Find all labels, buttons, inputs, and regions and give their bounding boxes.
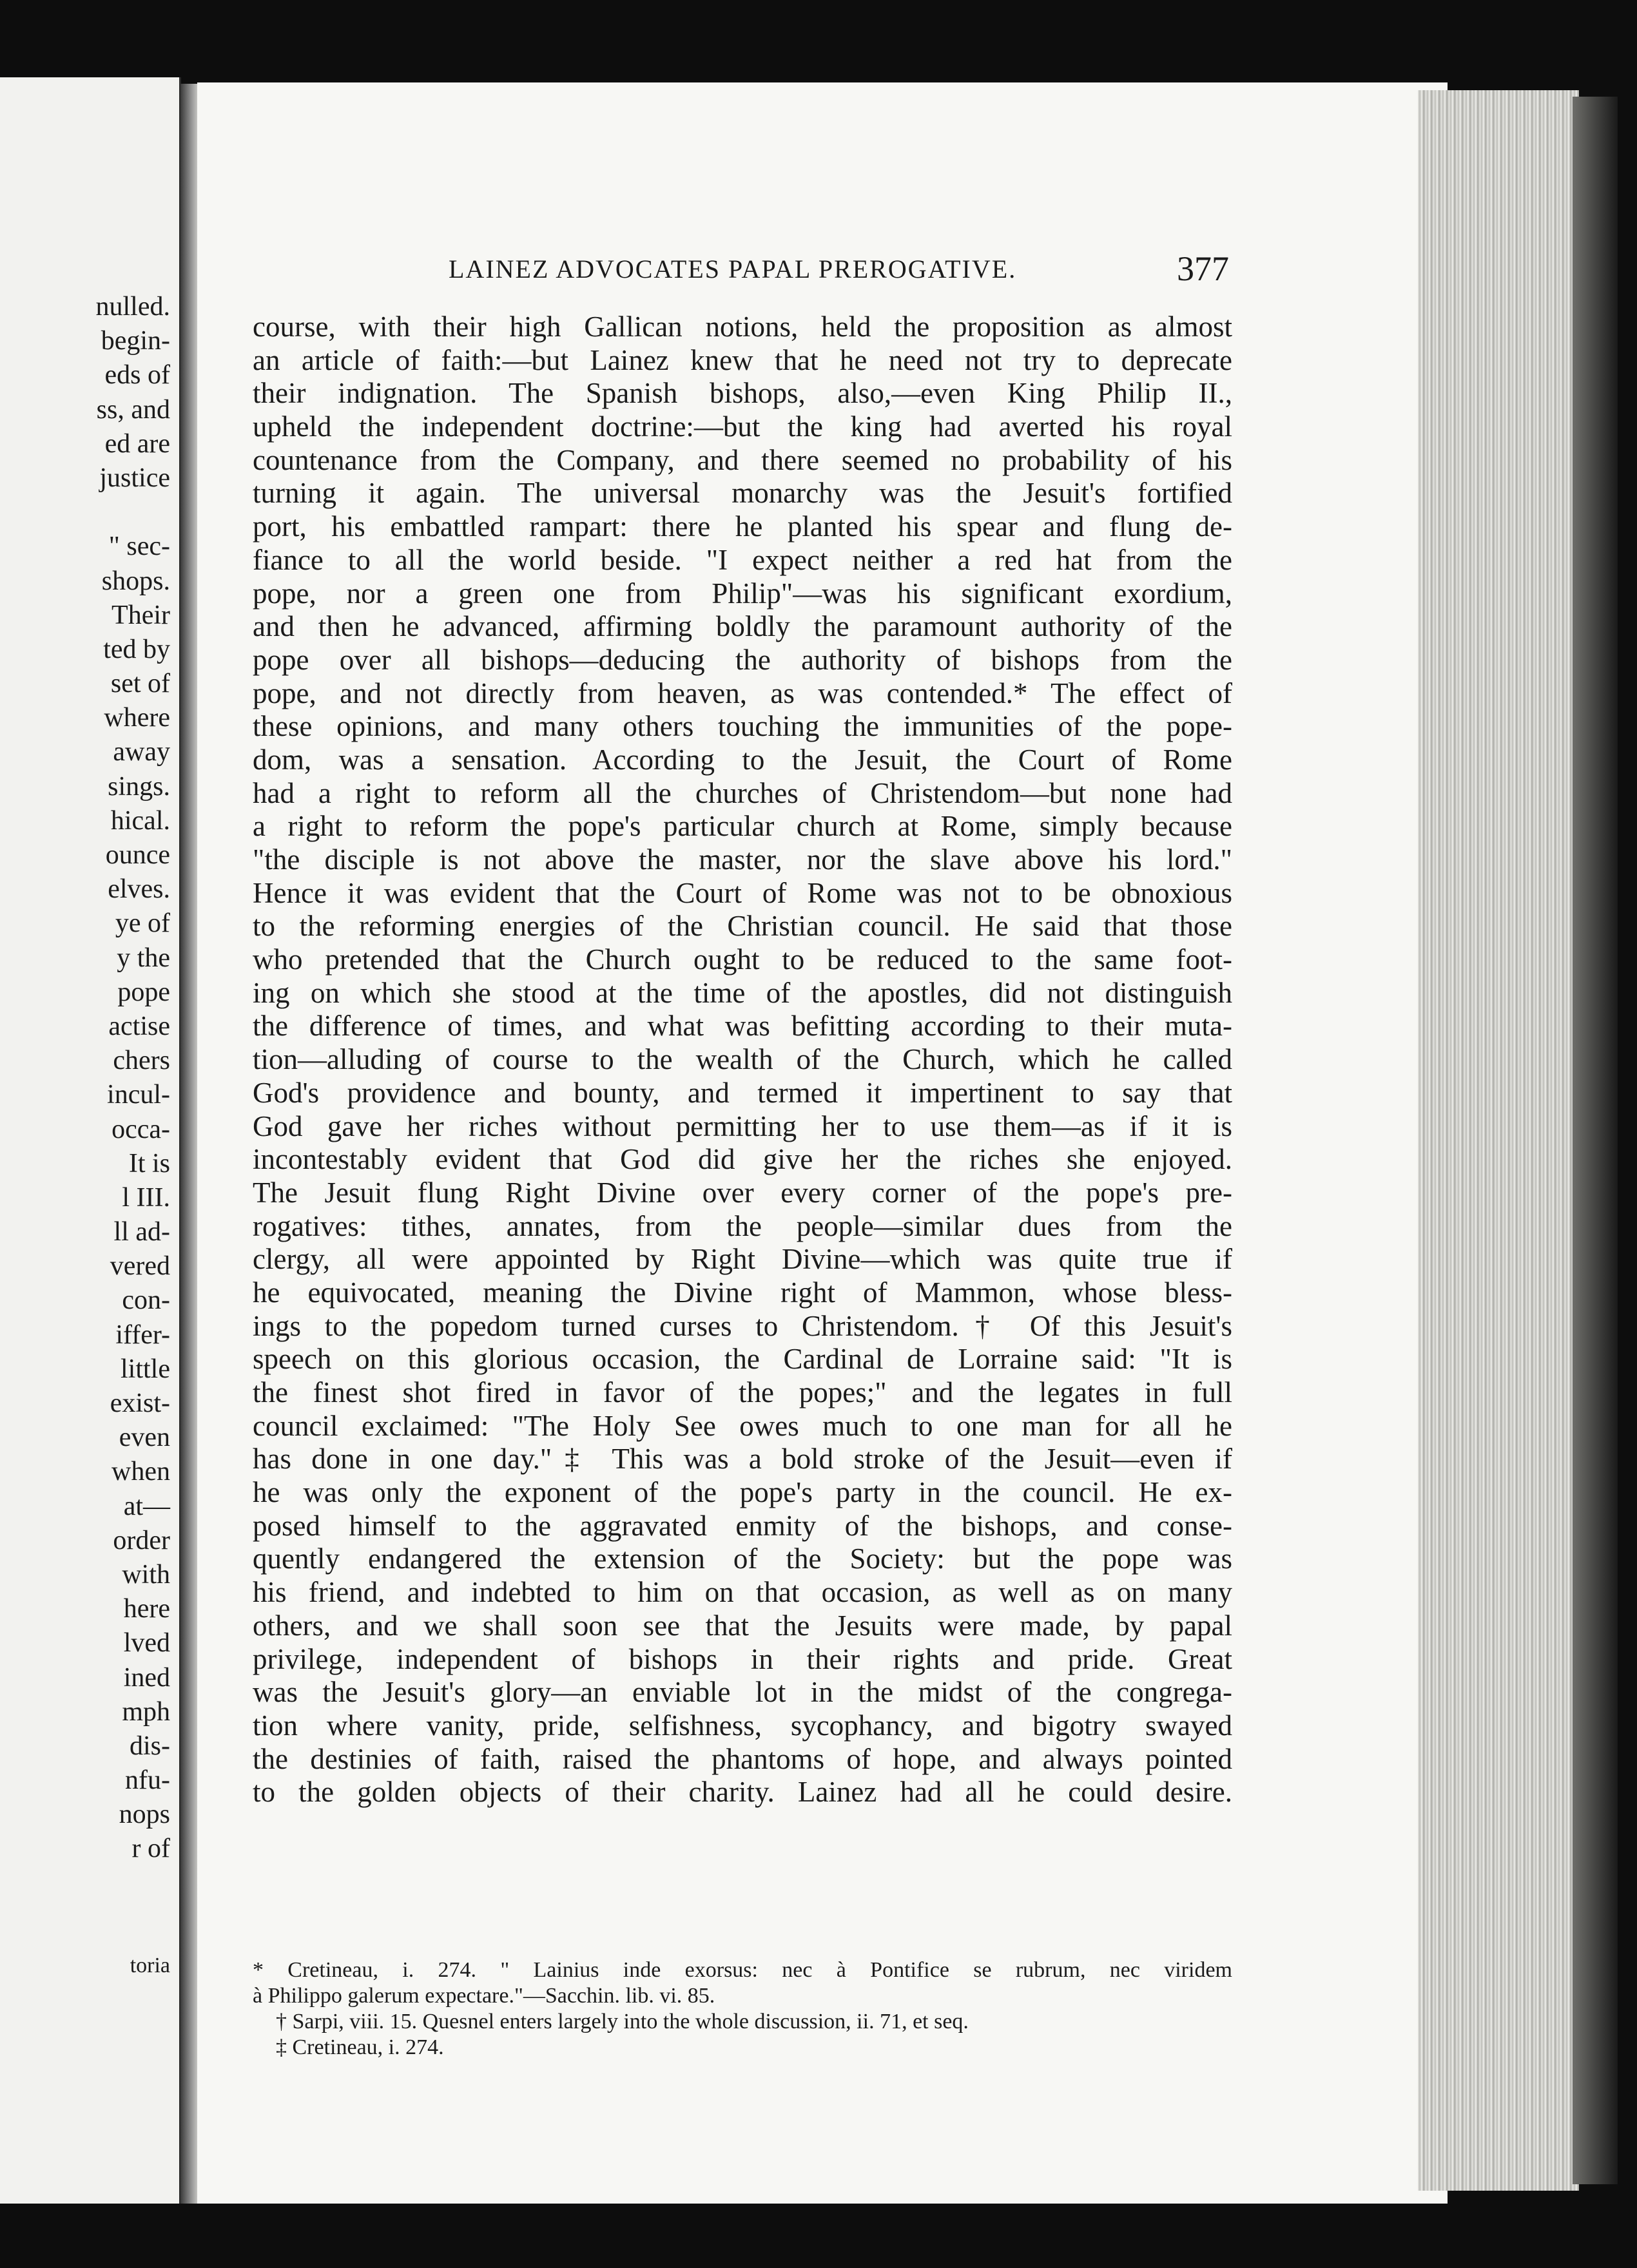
- footnote-star-line-1: * Cretineau, i. 274. " Lainius inde exorsus: nec à Pontifice se rubrum, nec viridem: [253, 1958, 1232, 1982]
- body-line: these opinions, and many others touching the immunities of the pope-: [253, 710, 1232, 743]
- left-page-fragment: set of: [110, 669, 170, 699]
- left-page-text-fragments: [96, 290, 170, 1867]
- body-line: has done in one day."‡ This was a bold stroke of the Jesuit—even if: [253, 1443, 1232, 1475]
- left-page-fragment: begin-: [101, 326, 170, 356]
- left-page-fragment: actise: [108, 1011, 170, 1041]
- body-line: clergy, all were appointed by Right Divine—which was quite true if: [253, 1243, 1232, 1276]
- body-line: speech on this glorious occasion, the Cardinal de Lorraine said: "It is: [253, 1343, 1232, 1376]
- left-page-fragment: lved: [123, 1628, 170, 1658]
- body-line: the difference of times, and what was befitting according to their muta-: [253, 1010, 1232, 1043]
- body-line: others, and we shall soon see that the Jesuits were made, by papal: [253, 1609, 1232, 1642]
- left-page-fragment: where: [104, 703, 170, 733]
- body-line: God's providence and bounty, and termed it impertinent to say that: [253, 1076, 1232, 1109]
- left-page-fragment: chers: [113, 1046, 170, 1076]
- left-page-fragment: pope: [117, 977, 170, 1007]
- left-page-fragment: ye of: [115, 908, 170, 939]
- body-line: who pretended that the Church ought to be reduced to the same foot-: [253, 943, 1232, 976]
- body-line: to the reforming energies of the Christian council. He said that those: [253, 910, 1232, 943]
- left-page-fragment: here: [123, 1594, 170, 1624]
- book-page: [197, 82, 1448, 2204]
- body-line: he equivocated, meaning the Divine right of Mammon, whose bless-: [253, 1276, 1232, 1309]
- body-line: an article of faith:—but Lainez knew that he need not try to deprecate: [253, 343, 1232, 376]
- footnote-star-line-2: à Philippo galerum expectare."—Sacchin. lib. vi. 85.: [253, 1984, 715, 2008]
- body-line: a right to reform the pope's particular church at Rome, simply because: [253, 810, 1232, 843]
- body-line: dom, was a sensation. According to the Jesuit, the Court of Rome: [253, 743, 1232, 776]
- left-page-fragment: r of: [131, 1834, 170, 1864]
- body-line: his friend, and indebted to him on that occasion, as well as on many: [253, 1576, 1232, 1609]
- left-page-fragment: dis-: [130, 1731, 170, 1761]
- left-page-fragment: when: [111, 1457, 170, 1487]
- body-line: course, with their high Gallican notions, held the proposition as almost: [253, 311, 1232, 343]
- left-page-fragment: nulled.: [95, 292, 170, 322]
- body-line: ing on which she stood at the time of the apostles, did not distinguish: [253, 976, 1232, 1009]
- left-page-fragment: ted by: [103, 634, 170, 664]
- left-page-fragment: ed are: [104, 428, 170, 459]
- body-line: privilege, independent of bishops in their rights and pride. Great: [253, 1642, 1232, 1675]
- footnotes: [253, 1957, 1232, 2061]
- left-page-fragment: mph: [122, 1696, 170, 1727]
- body-line: their indignation. The Spanish bishops, also,—even King Philip II.,: [253, 377, 1232, 410]
- running-head: [197, 249, 1448, 300]
- left-page-fragment: " sec-: [108, 532, 170, 562]
- left-page-fragment: vered: [110, 1251, 170, 1282]
- body-line: pope, and not directly from heaven, as was contended.* The effect of: [253, 677, 1232, 709]
- body-line: to the golden objects of their charity. Lainez had all he could desire.: [253, 1776, 1232, 1809]
- left-page-fragment: iffer-: [115, 1320, 170, 1350]
- left-page-fragment: occa-: [111, 1114, 170, 1144]
- left-page-fragment: It is: [128, 1148, 170, 1178]
- left-page-fragment: ined: [123, 1662, 170, 1693]
- body-line: had a right to reform all the churches of Christendom—but none had: [253, 776, 1232, 809]
- left-page-fragment: justice: [99, 463, 170, 493]
- left-page-fragment: at—: [123, 1491, 170, 1521]
- left-facing-page: [0, 77, 181, 2204]
- left-page-fragment: nfu-: [125, 1765, 170, 1796]
- body-line: tion—alluding of course to the wealth of the Church, which he called: [253, 1043, 1232, 1076]
- left-page-fragment: away: [113, 737, 170, 767]
- left-page-fragment: with: [122, 1559, 170, 1590]
- footnote-dagger: † Sarpi, viii. 15. Quesnel enters largely into the whole discussion, ii. 71, et seq.: [276, 2010, 969, 2033]
- running-title: LAINEZ ADVOCATES PAPAL PREROGATIVE.: [449, 255, 1017, 284]
- body-line: pope over all bishops—deducing the authority of bishops from the: [253, 643, 1232, 676]
- left-page-fragment: con-: [122, 1285, 170, 1316]
- body-line: the finest shot fired in favor of the popes;" and the legates in full: [253, 1376, 1232, 1408]
- body-line: Hence it was evident that the Court of Rome was not to be obnoxious: [253, 876, 1232, 909]
- body-line: posed himself to the aggravated enmity of the bishops, and conse-: [253, 1509, 1232, 1542]
- body-line: was the Jesuit's glory—an enviable lot in the midst of the congrega-: [253, 1676, 1232, 1709]
- body-line: "the disciple is not above the master, nor the slave above his lord.": [253, 843, 1232, 876]
- body-line: turning it again. The universal monarchy was the Jesuit's fortified: [253, 477, 1232, 510]
- left-page-fragment: eds of: [104, 360, 170, 390]
- body-line: quently endangered the extension of the Society: but the pope was: [253, 1542, 1232, 1575]
- left-page-fragment: [96, 495, 170, 530]
- left-page-fragment: exist-: [110, 1389, 170, 1418]
- left-page-fragment: little: [121, 1354, 170, 1384]
- left-page-fragment: l III.: [122, 1182, 170, 1213]
- left-page-fragment: ll ad-: [113, 1217, 170, 1247]
- book-cover-edge: [1573, 97, 1618, 2184]
- left-page-fragment: incul-: [107, 1080, 170, 1110]
- left-page-fragment: order: [113, 1525, 170, 1555]
- body-line: The Jesuit flung Right Divine over every corner of the pope's pre-: [253, 1176, 1232, 1209]
- body-line: port, his embattled rampart: there he planted his spear and flung de-: [253, 510, 1232, 543]
- left-page-fragment: ss, and: [96, 394, 170, 425]
- body-text: [253, 311, 1232, 1809]
- left-page-fragment: hical.: [110, 805, 170, 836]
- left-page-fragment: ounce: [105, 840, 170, 870]
- body-line: he was only the exponent of the pope's party in the council. He ex-: [253, 1476, 1232, 1509]
- body-line: God gave her riches without permitting her to use them—as if it is: [253, 1110, 1232, 1142]
- left-page-fragment: shops.: [101, 566, 170, 596]
- body-line: upheld the independent doctrine:—but the king had averted his royal: [253, 410, 1232, 443]
- body-line: incontestably evident that God did give her the riches she enjoyed.: [253, 1143, 1232, 1176]
- left-page-footnote-fragment: toria: [130, 1954, 170, 1977]
- body-line: council exclaimed: "The Holy See owes much to one man for all he: [253, 1409, 1232, 1442]
- left-page-fragment: even: [119, 1423, 170, 1453]
- body-line: the destinies of faith, raised the phantoms of hope, and always pointed: [253, 1742, 1232, 1775]
- body-line: countenance from the Company, and there seemed no probability of his: [253, 443, 1232, 476]
- body-line: fiance to all the world beside. "I expect neither a red hat from the: [253, 543, 1232, 576]
- body-line: and then he advanced, affirming boldly the paramount authority of the: [253, 610, 1232, 643]
- page-block-edges: [1418, 90, 1579, 2191]
- left-page-fragment: sings.: [108, 771, 170, 802]
- page-number: 377: [1177, 249, 1229, 288]
- body-line: pope, nor a green one from Philip"—was his significant exordium,: [253, 577, 1232, 610]
- footnote-double-dagger: ‡ Cretineau, i. 274.: [276, 2035, 444, 2059]
- left-page-fragment: Their: [111, 600, 170, 630]
- left-page-fragment: elves.: [108, 874, 170, 905]
- left-page-fragment: y the: [117, 943, 170, 973]
- body-line: tion where vanity, pride, selfishness, sycophancy, and bigotry swayed: [253, 1709, 1232, 1742]
- body-line: ings to the popedom turned curses to Christendom.† Of this Jesuit's: [253, 1309, 1232, 1342]
- body-line: rogatives: tithes, annates, from the people—similar dues from the: [253, 1209, 1232, 1242]
- left-page-fragment: nops: [119, 1800, 170, 1830]
